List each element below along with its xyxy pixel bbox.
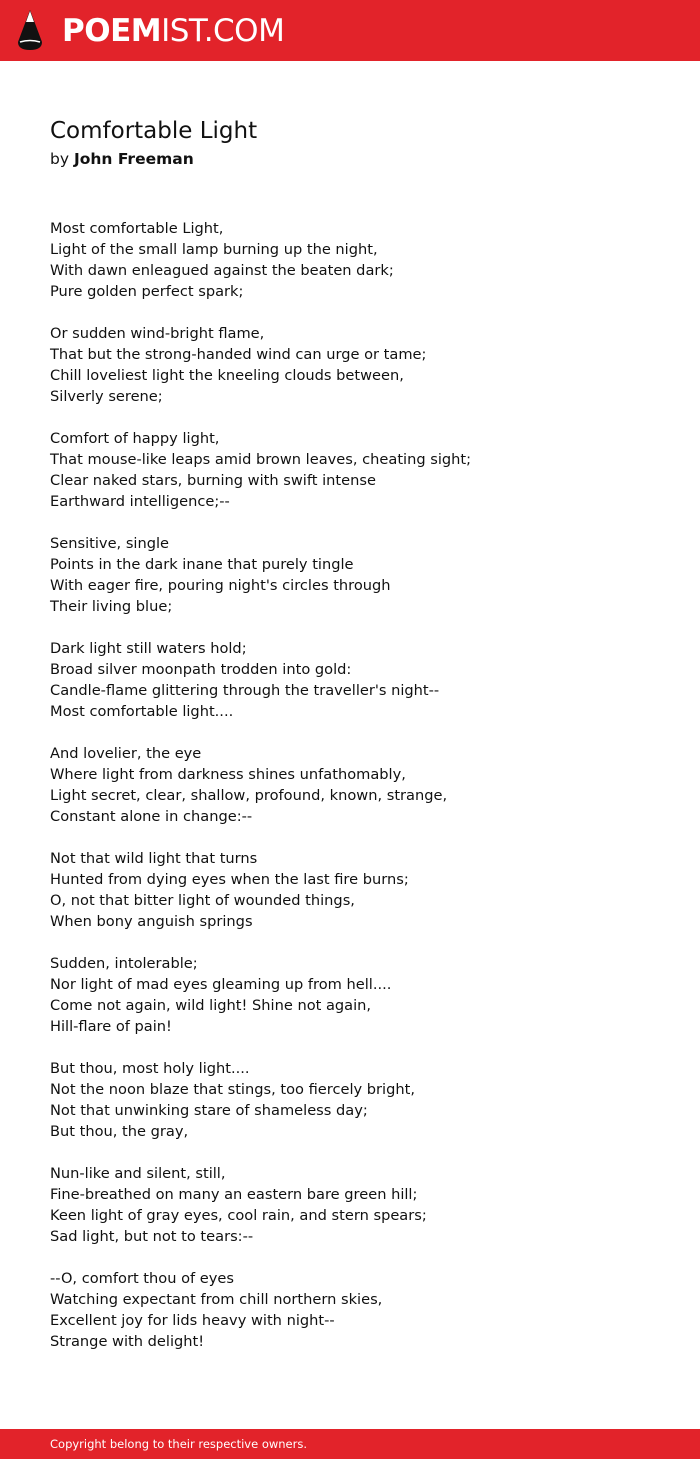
- poem-line: But thou, most holy light....: [50, 1060, 250, 1077]
- poem-line: Their living blue;: [50, 598, 173, 615]
- poem-line: Come not again, wild light! Shine not again,: [50, 997, 372, 1014]
- poem-line: Sensitive, single: [50, 535, 170, 552]
- stanza: [50, 428, 670, 512]
- poem-line: Not the noon blaze that stings, too fiercely bright,: [50, 1081, 415, 1098]
- author-name: John Freeman: [73, 150, 194, 168]
- stanza: [50, 533, 670, 617]
- poem-line: Fine-breathed on many an eastern bare green hill;: [50, 1186, 418, 1203]
- poem-body: [50, 218, 670, 1373]
- stanza: [50, 953, 670, 1037]
- poem-line: Broad silver moonpath trodden into gold:: [50, 661, 352, 678]
- poem-line: Most comfortable Light,: [50, 220, 224, 237]
- poem-line: Light secret, clear, shallow, profound, known, strange,: [50, 787, 448, 804]
- poem-line: Keen light of gray eyes, cool rain, and stern spears;: [50, 1207, 427, 1224]
- stanza: [50, 1163, 670, 1247]
- poem-line: Earthward intelligence;--: [50, 493, 230, 510]
- poem-line: Where light from darkness shines unfathomably,: [50, 766, 406, 783]
- stanza: [50, 848, 670, 932]
- stanza: [50, 1268, 670, 1352]
- poem-line: With eager fire, pouring night's circles through: [50, 577, 391, 594]
- poem-line: Or sudden wind-bright flame,: [50, 325, 265, 342]
- poem-line: Light of the small lamp burning up the night,: [50, 241, 378, 258]
- stanza: [50, 743, 670, 827]
- poem-line: Nun-like and silent, still,: [50, 1165, 226, 1182]
- poem-line: With dawn enleagued against the beaten dark;: [50, 262, 394, 279]
- poem-line: Watching expectant from chill northern skies,: [50, 1291, 383, 1308]
- stanza: [50, 323, 670, 407]
- poem-line: Not that wild light that turns: [50, 850, 258, 867]
- poem-line: Not that unwinking stare of shameless day;: [50, 1102, 368, 1119]
- poem-line: Hill-flare of pain!: [50, 1018, 172, 1035]
- by-label: by: [50, 150, 70, 168]
- brand-light-text: IST.COM: [161, 13, 285, 49]
- poem-line: That mouse-like leaps amid brown leaves, cheating sight;: [50, 451, 472, 468]
- stanza: [50, 218, 670, 302]
- poem-line: When bony anguish springs: [50, 913, 253, 930]
- poem-line: Sudden, intolerable;: [50, 955, 198, 972]
- poem-line: Excellent joy for lids heavy with night--: [50, 1312, 335, 1329]
- poem-title: Comfortable Light: [50, 118, 258, 144]
- poem-line: Comfort of happy light,: [50, 430, 220, 447]
- site-logo[interactable]: [62, 11, 284, 51]
- byline: [50, 148, 194, 170]
- poem-line: Clear naked stars, burning with swift intense: [50, 472, 376, 489]
- poem-line: Points in the dark inane that purely tingle: [50, 556, 354, 573]
- poem-line: Dark light still waters hold;: [50, 640, 247, 657]
- site-header: [0, 0, 700, 61]
- poem-line: Constant alone in change:--: [50, 808, 253, 825]
- stanza: [50, 638, 670, 722]
- poem-line: Silverly serene;: [50, 388, 163, 405]
- pencil-tip-icon[interactable]: [17, 9, 43, 51]
- stanza: [50, 1058, 670, 1142]
- brand-bold-text: POEM: [62, 13, 162, 49]
- poem-line: Candle-flame glittering through the traveller's night--: [50, 682, 440, 699]
- poem-line: Most comfortable light....: [50, 703, 234, 720]
- poem-line: Nor light of mad eyes gleaming up from hell....: [50, 976, 392, 993]
- poem-line: Strange with delight!: [50, 1333, 205, 1350]
- poem-line: O, not that bitter light of wounded things,: [50, 892, 355, 909]
- poem-line: Pure golden perfect spark;: [50, 283, 244, 300]
- poem-line: That but the strong-handed wind can urge or tame;: [50, 346, 427, 363]
- copyright-text: Copyright belong to their respective owners.: [50, 1437, 308, 1451]
- poem-line: --O, comfort thou of eyes: [50, 1270, 234, 1287]
- poem-line: Chill loveliest light the kneeling clouds between,: [50, 367, 404, 384]
- site-footer: [0, 1429, 700, 1459]
- poem-line: Hunted from dying eyes when the last fire burns;: [50, 871, 409, 888]
- poem-line: And lovelier, the eye: [50, 745, 202, 762]
- poem-line: But thou, the gray,: [50, 1123, 189, 1140]
- poem-line: Sad light, but not to tears:--: [50, 1228, 254, 1245]
